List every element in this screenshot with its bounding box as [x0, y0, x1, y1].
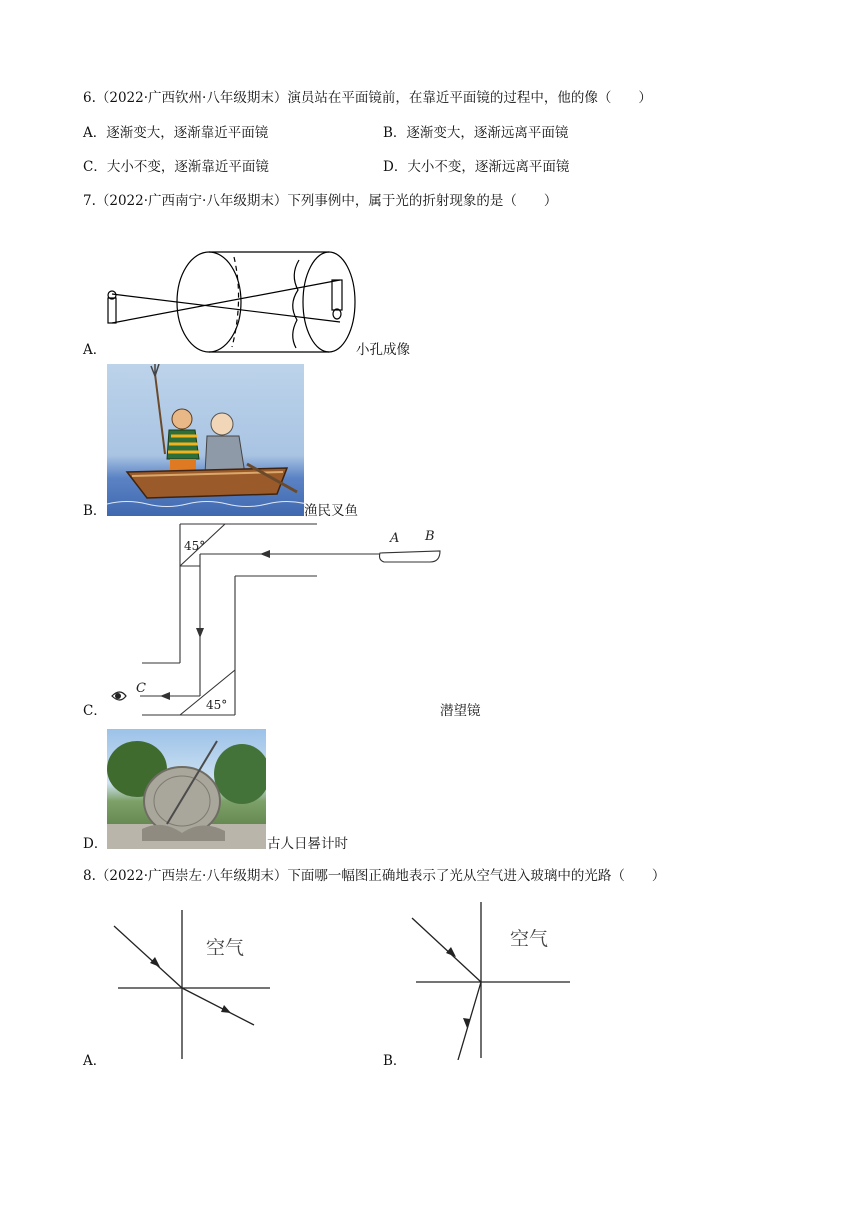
periscope-point-c: C — [136, 681, 146, 696]
q7-option-d-letter: D． — [83, 836, 108, 852]
fisherman-spearing-fish-image — [107, 364, 304, 516]
q7-option-c-caption: 潜望镜 — [440, 703, 481, 719]
refraction-diagram-a — [108, 906, 278, 1061]
pinhole-camera-figure — [104, 250, 360, 360]
q7-option-d-caption: 古人日晷计时 — [267, 836, 348, 852]
refraction-diagram-b — [406, 900, 576, 1060]
q7-stem: 7.（2022·广西南宁·八年级期末）下列事例中，属于光的折射现象的是（ ） — [83, 193, 558, 209]
q7-option-a-caption: 小孔成像 — [356, 342, 410, 358]
q8-option-b-letter: B． — [383, 1053, 407, 1069]
q7-option-c-letter: C． — [83, 703, 107, 719]
periscope-point-a: A — [390, 531, 400, 546]
periscope-top-angle-label: 45° — [184, 539, 206, 553]
q6-option-c: C．大小不变，逐渐靠近平面镜 — [83, 159, 269, 175]
q7-option-b-caption: 渔民叉鱼 — [304, 503, 358, 519]
q6-stem: 6.（2022·广西钦州·八年级期末）演员站在平面镜前，在靠近平面镜的过程中，他的像（ ） — [83, 90, 652, 106]
q7-option-b-letter: B． — [83, 503, 107, 519]
periscope-figure — [100, 520, 450, 720]
q8-option-a-letter: A． — [83, 1053, 107, 1069]
q6-option-a: A．逐渐变大，逐渐靠近平面镜 — [83, 125, 269, 141]
sundial-image — [107, 729, 266, 849]
periscope-point-b: B — [425, 529, 435, 544]
q7-option-a-letter: A． — [83, 342, 107, 358]
q6-option-d: D．大小不变，逐渐远离平面镜 — [383, 159, 570, 175]
medium-label-air-b: 空气 — [510, 928, 549, 950]
periscope-bottom-angle-label: 45° — [206, 698, 228, 712]
q8-stem: 8.（2022·广西崇左·八年级期末）下面哪一幅图正确地表示了光从空气进入玻璃中的光路（ ） — [83, 868, 666, 884]
medium-label-air-a: 空气 — [206, 937, 245, 959]
q6-option-b: B．逐渐变大，逐渐远离平面镜 — [383, 125, 569, 141]
